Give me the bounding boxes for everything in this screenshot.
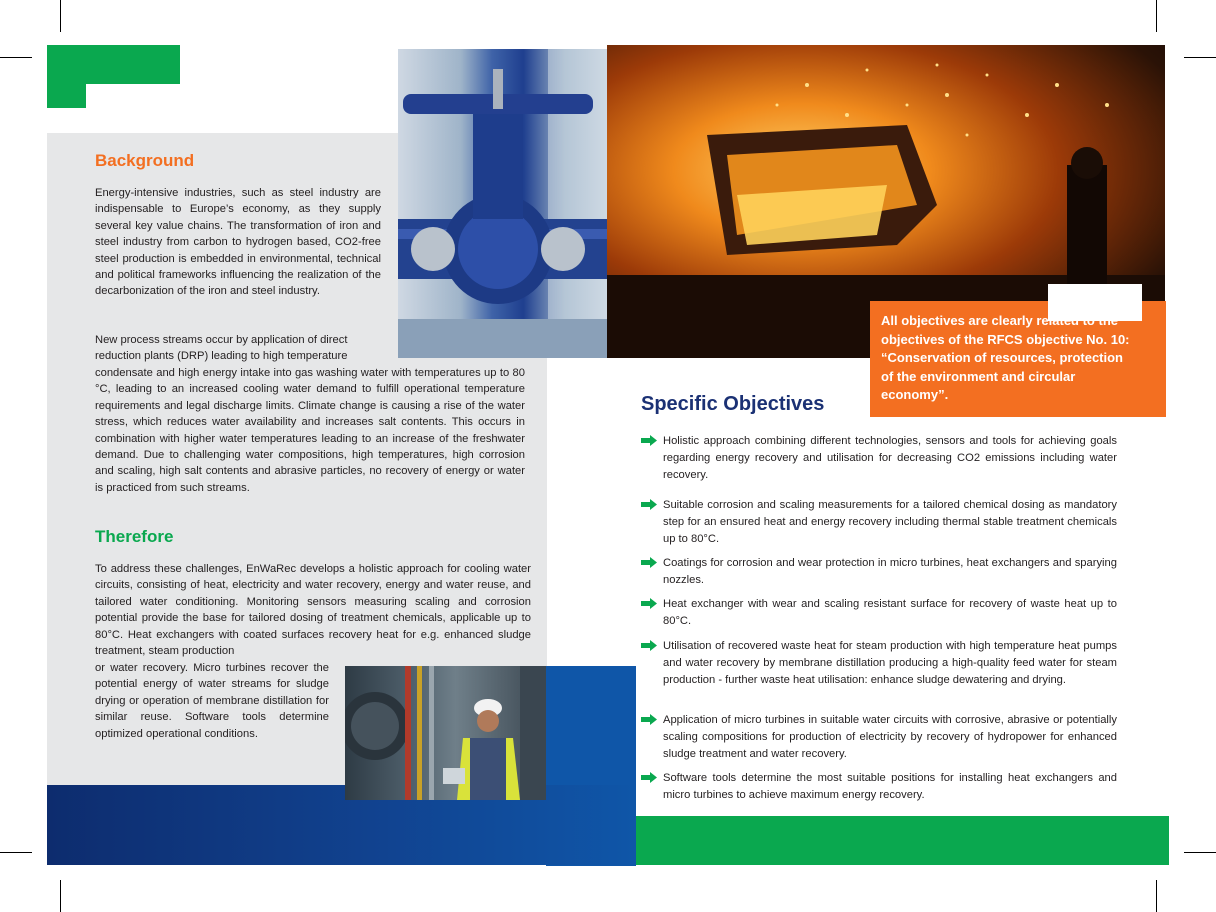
crop-mark [1184, 57, 1216, 58]
arrow-right-icon [641, 557, 657, 568]
crop-mark [0, 57, 32, 58]
background-paragraph: Energy-intensive industries, such as steel industry are indispensable to Europe’s economy, as they supply several key value chains. The transformation of iron and steel industry from carbon to hydrogen based, CO2-free steel production is embedded in environmental, technical and political frameworks influencing the realization of the decarbonization of the iron and steel industry. [95, 187, 381, 298]
crop-mark [60, 880, 61, 912]
objective-text: Heat exchanger with wear and scaling resistant surface for recovery of waste heat up to 80°C. [663, 598, 1117, 627]
therefore-paragraph: or water recovery. Micro turbines recover the potential energy of water streams for sludge drying or operation of membrane distillation for similar reuse. Software tools determine optimized operational conditions. [95, 662, 329, 740]
arrow-right-icon [641, 435, 657, 446]
crop-mark [1184, 852, 1216, 853]
background-paragraph: New process streams occur by application of direct reduction plants (DRP) leading to high temperature [95, 334, 348, 363]
callout-text: All objectives are clearly related to the objectives of the RFCS objective No. 10: “Conservation of resources, protection of the environment and circular economy”. [881, 313, 1130, 403]
crop-mark [1156, 0, 1157, 32]
engineer-photo [345, 666, 546, 800]
engineer-illustration [345, 666, 546, 800]
arrow-right-icon [641, 499, 657, 510]
background-paragraph: condensate and high energy intake into gas washing water with temperatures up to 80 °C, leading to an increased cooling water demand to fulfill operational temperature requirements and legal discharge limits. Climate change is causing a rise of the water stress, which reduces water availability and increases salt contents. This occurs in combination with higher water temperatures leading to an increase of the freshwater demand. Due to challenging water compositions, high temperatures, high corrosion and scaling, high salt contents and abrasive particles, no recovery of energy or water is practiced from such streams. [95, 367, 525, 494]
crop-mark [1156, 880, 1157, 912]
objective-text: Coatings for corrosion and wear protection in micro turbines, heat exchangers and sparying nozzles. [663, 557, 1117, 586]
arrow-right-icon [641, 772, 657, 783]
valve-illustration [398, 49, 607, 358]
green-footer-band [636, 816, 1169, 865]
objective-text: Suitable corrosion and scaling measurements for a tailored chemical dosing as mandatory step for an ensured heat and energy recovery including thermal stable treatment chemicals up to 80°C. [663, 499, 1117, 545]
therefore-heading: Therefore [95, 527, 174, 546]
crop-mark [60, 0, 61, 32]
objective-text: Holistic approach combining different technologies, sensors and tools for achieving goals regarding energy recovery and utilisation for decreasing CO2 emissions including water recovery. [663, 435, 1117, 481]
blue-footer-band [47, 785, 636, 865]
valve-photo [398, 49, 607, 358]
therefore-paragraph: To address these challenges, EnWaRec develops a holistic approach for cooling water circuits, consisting of heat, electricity and water recovery, energy and water reuse, and tailored water conditioning. Monitoring sensors measuring scaling and corrosion potential provide the base for tailored dosing of treatment chemicals, applicable up to 80°C. Heat exchangers with coated surfaces recovery heat for e.g. enhanced sludge treatment, steam production [95, 563, 531, 658]
crop-mark [0, 852, 32, 853]
arrow-right-icon [641, 714, 657, 725]
green-tab-decoration [47, 84, 86, 108]
objective-text: Application of micro turbines in suitable water circuits with corrosive, abrasive or potentially scaling compositions for production of electricity by recovery of hydropower for enhanced sludge treatment and water recovery. [663, 714, 1117, 760]
arrow-right-icon [641, 598, 657, 609]
arrow-right-icon [641, 640, 657, 651]
objective-text: Software tools determine the most suitable positions for installing heat exchangers and micro turbines to achieve maximum energy recovery. [663, 772, 1117, 801]
objective-text: Utilisation of recovered waste heat for steam production with high temperature heat pumps and water recovery by membrane distillation producing a high-quality feed water for steam production - further waste heat utilisation: enhance sludge dewatering and drying. [663, 640, 1117, 686]
green-tab-decoration [47, 45, 180, 84]
objectives-heading: Specific Objectives [641, 393, 825, 415]
background-heading: Background [95, 151, 195, 170]
